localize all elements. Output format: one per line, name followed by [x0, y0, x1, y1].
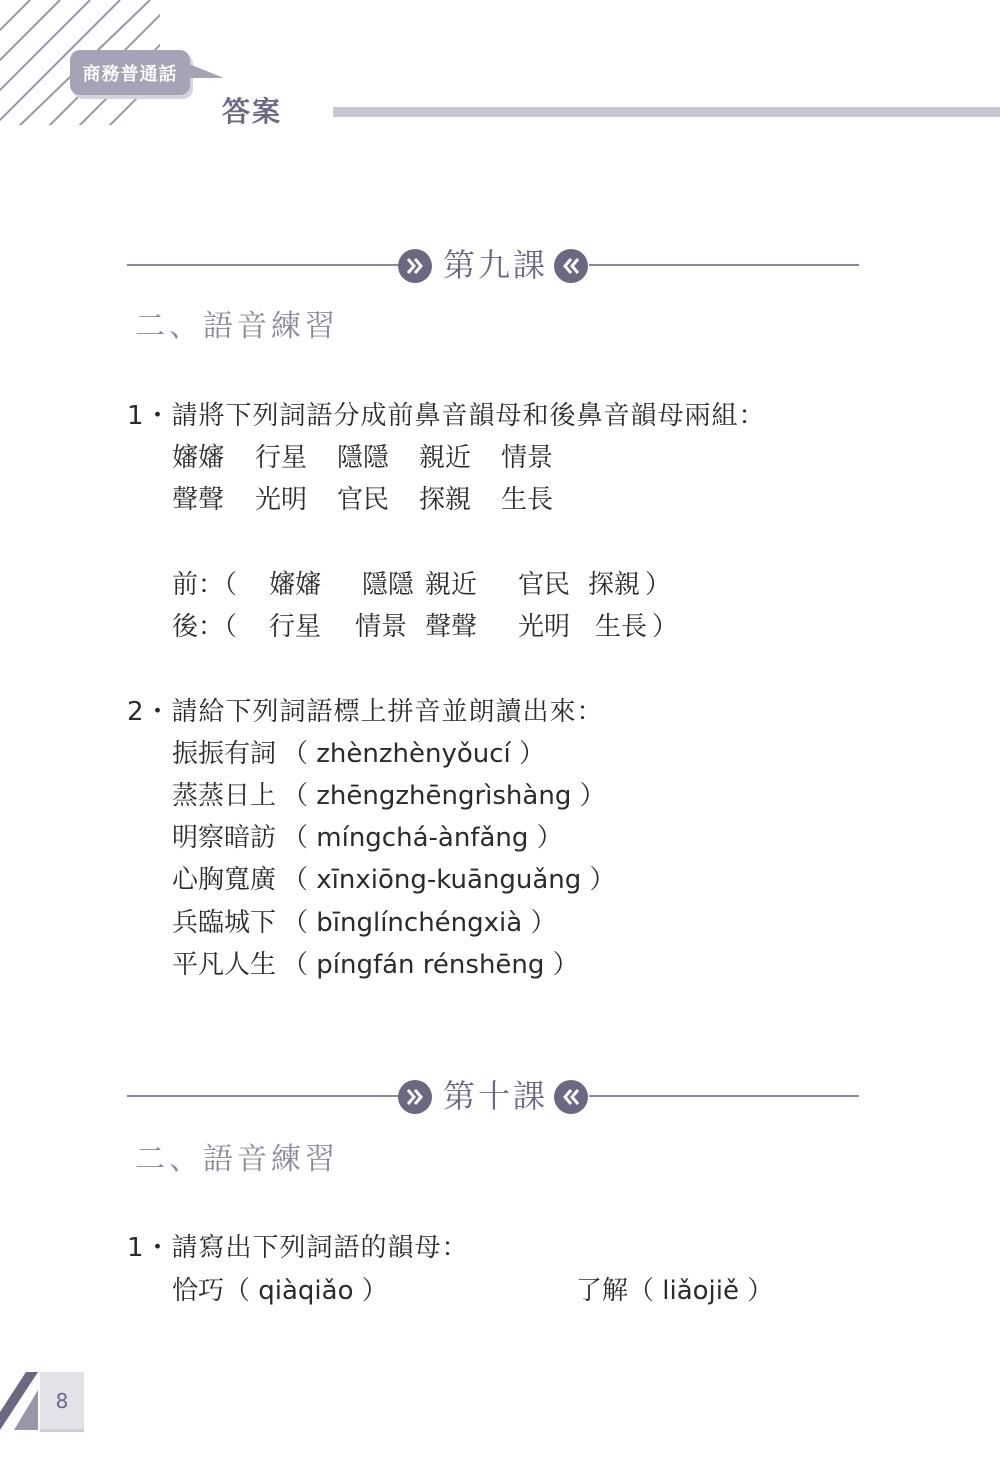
- lesson-10-q1-prompt: 1・請寫出下列詞語的韻母：: [127, 1233, 469, 1263]
- q2-pinyin-6: （ píngfán rénshēng ）: [282, 950, 579, 980]
- front-item-2: 隱隱: [362, 570, 415, 600]
- front-nasal-close: ）: [645, 570, 672, 600]
- q1-row2-word-2: 光明: [255, 485, 308, 515]
- lesson-9-section-title: 二、語音練習: [135, 309, 339, 344]
- q2-word-4: 心胸寬廣: [172, 865, 277, 895]
- back-nasal-label: 後：（: [172, 612, 238, 642]
- lesson-9-left-rule: [127, 264, 399, 266]
- lesson-10-section-title: 二、語音練習: [135, 1142, 339, 1177]
- front-item-5: 探親: [588, 570, 641, 600]
- q2-word-6: 平凡人生: [172, 950, 277, 980]
- lesson-10-left-rule: [127, 1095, 399, 1097]
- q2-word-5: 兵臨城下: [172, 908, 277, 938]
- q1-row2-word-4: 探親: [419, 485, 472, 515]
- q1-row1-word-3: 隱隱: [337, 443, 390, 473]
- lesson-9-title: 第九課: [443, 246, 549, 284]
- q1-row1-word-1: 嬸嬸: [172, 443, 225, 473]
- q1-row2-word-3: 官民: [337, 485, 390, 515]
- lesson-10-item-1: 恰巧（ qiàqiǎo ）: [172, 1276, 388, 1306]
- q2-pinyin-4: （ xīnxiōng-kuānguǎng ）: [282, 865, 616, 895]
- q2-pinyin-2: （ zhēngzhēngrìshàng ）: [282, 781, 606, 811]
- q1-row2-word-5: 生長: [501, 485, 554, 515]
- q1-row1-word-2: 行星: [255, 443, 308, 473]
- back-item-3: 聲聲: [425, 612, 478, 642]
- back-item-1: 行星: [269, 612, 322, 642]
- lesson-10-item-2: 了解（ liǎojiě ）: [576, 1276, 774, 1306]
- book-tag: 商務普通話: [82, 63, 178, 85]
- back-item-2: 情景: [355, 612, 408, 642]
- lesson-9-right-rule: [589, 264, 859, 266]
- page-title: 答案: [222, 95, 283, 128]
- q1-row1-word-5: 情景: [501, 443, 554, 473]
- q2-word-2: 蒸蒸日上: [172, 781, 277, 811]
- double-chevron-left-icon: [553, 1079, 589, 1115]
- q1-row2-word-1: 聲聲: [172, 485, 225, 515]
- front-item-3: 親近: [425, 570, 478, 600]
- lesson-9-q1-prompt: 1・請將下列詞語分成前鼻音韻母和後鼻音韻母兩組：: [127, 401, 766, 431]
- q1-row1-word-4: 親近: [419, 443, 472, 473]
- double-chevron-right-icon: [397, 248, 433, 284]
- lesson-10-title: 第十課: [443, 1077, 549, 1115]
- q2-pinyin-1: （ zhènzhènyǒucí ）: [282, 739, 546, 769]
- header-bar: [333, 107, 1000, 117]
- front-item-1: 嬸嬸: [269, 570, 322, 600]
- q2-pinyin-5: （ bīnglínchéngxià ）: [282, 908, 557, 938]
- lesson-9-q2-prompt: 2・請給下列詞語標上拼音並朗讀出來：: [127, 697, 604, 727]
- book-tag-tail: [184, 62, 224, 82]
- lesson-10-right-rule: [589, 1095, 859, 1097]
- back-item-5: 生長: [595, 612, 648, 642]
- page-number: 8: [55, 1388, 69, 1413]
- q2-pinyin-3: （ míngchá-ànfǎng ）: [282, 823, 563, 853]
- back-nasal-close: ）: [652, 612, 679, 642]
- double-chevron-left-icon: [553, 248, 589, 284]
- double-chevron-right-icon: [397, 1079, 433, 1115]
- front-item-4: 官民: [518, 570, 571, 600]
- q2-word-1: 振振有詞: [172, 739, 277, 769]
- q2-word-3: 明察暗訪: [172, 823, 277, 853]
- back-item-4: 光明: [518, 612, 571, 642]
- front-nasal-label: 前：（: [172, 570, 238, 600]
